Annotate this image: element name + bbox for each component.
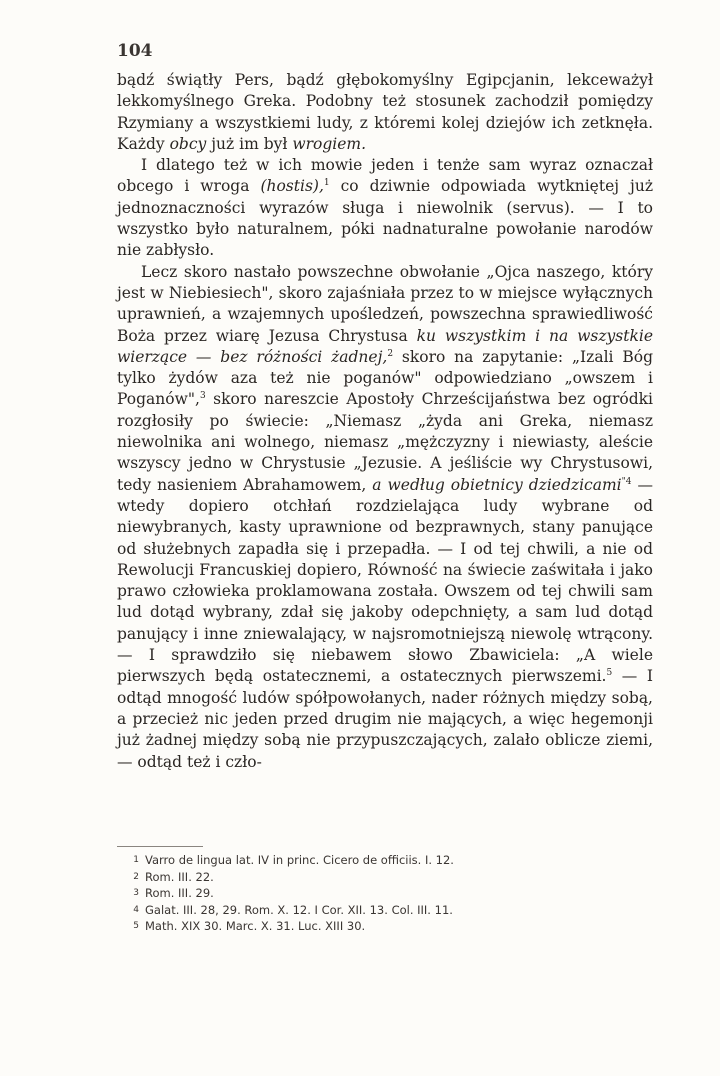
- footnote-ref: 5: [606, 668, 613, 679]
- footnote-number: 4: [133, 904, 139, 915]
- footnote-number: 5: [133, 921, 139, 931]
- text-run: bądź świątły Pers, bądź głębokomyślny Egipcjanin, lekceważył lekkomyślnego Greka. Podobny też stosunek zachodził pomiędzy Rzymiany a wszystkiemi ludy, z któremi kolej dziejów ich zetknęła. Każdy: [117, 71, 653, 153]
- footnote-text: Math. XIX 30. Marc. X. 31. Luc. XIII 30.: [145, 919, 366, 933]
- footnote-ref: 2: [387, 348, 394, 359]
- text-run: — I odtąd mnogość ludów spółpowołanych, nader różnych między sobą, a przecież nic jeden przed drugim nie mających, a więc hegemonji już żadnej między sobą nie przypuszczających, zalało oblicze ziemi, — odtąd też i czło-: [117, 667, 653, 771]
- italic-run: obcy: [169, 134, 207, 153]
- italic-run: wrogiem.: [292, 134, 367, 153]
- italic-run: ku wszystkim i na wszystkie wierzące — bez różności żadnej,: [117, 326, 654, 366]
- footnote-text: Galat. III. 28, 29. Rom. X. 12. I Cor. XII. 13. Col. III. 11.: [145, 902, 453, 917]
- body-text: [117, 70, 653, 773]
- paragraph: [117, 155, 653, 261]
- footnote: [117, 869, 597, 886]
- footnote: [117, 885, 597, 902]
- footnote-text: Varro de lingua lat. IV in princ. Cicero de officiis. I. 12.: [145, 853, 454, 867]
- text-run: I dlatego też w ich mowie jeden i tenże sam wyraz oznaczał obcego i wroga: [117, 156, 653, 196]
- page-number: 104: [117, 41, 153, 61]
- text-run: skoro nareszcie Apostoły Chrześcijaństwa bez ogródki rozgłosiły po świecie: „Niemasz „żyda ani Greka, niemasz niewolnika ani wolnego, niemasz „mężczyzny i niewiasty, aleście wszyscy jedno w Chrystusie „Jezusie. A jeśliście wy Chrystusowi, tedy nasieniem Abrahamowem,: [117, 390, 653, 494]
- footnote-ref: "4: [621, 476, 632, 487]
- footnote-number: 1: [133, 855, 139, 865]
- footnote-divider: [117, 846, 203, 847]
- footnotes: [117, 852, 597, 935]
- footnote-text: Rom. III. 29.: [145, 886, 214, 900]
- footnote-ref: 1: [323, 178, 330, 189]
- footnote-number: 2: [133, 871, 139, 882]
- footnote: [117, 902, 597, 919]
- text-run: już im był: [206, 134, 293, 153]
- text-run: — wtedy dopiero otchłań rozdzielająca ludy wybrane od niewybranych, kasty uprawnione od bezprawnych, stany panujące od służebnych zapadła się i przepadła. — I od tej chwili, a nie od Rewolucji Francuskiej dopiero, Równość na świecie zaświtała i jako prawo człowieka proklamowana została. Owszem od tej chwili sam lud dotąd wybrany, zdał się jakoby odepchnięty, a sam lud dotąd panujący i inne zniewalający, w najsromotniejszą niewolę wtrącony. — I sprawdziło się niebawem słowo Zbawiciela: „A wiele pierwszych będą ostatecznemi, a ostatecznych pierwszemi.: [117, 475, 653, 686]
- footnote-ref: 3: [199, 391, 206, 402]
- paragraph: [117, 262, 653, 773]
- footnote: [117, 918, 597, 935]
- text-run: skoro na zapytanie: „Izali Bóg tylko żydów aza też nie poganów" odpowiedziano „owszem i Poganów",: [117, 347, 653, 409]
- footnote-text: Rom. III. 22.: [145, 869, 214, 884]
- paragraph: [117, 70, 653, 155]
- text-run: Lecz skoro nastało powszechne obwołanie „Ojca naszego, który jest w Niebiesiech", skoro zajaśniała przez to w miejsce wyłącznych uprawnień, a wzajemnych upośledzeń, powszechna sprawiedliwość Boża przez wiarę Jezusa Chrystusa: [117, 262, 653, 345]
- italic-run: a według obietnicy dziedzicami: [372, 475, 622, 494]
- footnote: [117, 852, 597, 869]
- footnote-number: 3: [133, 888, 139, 898]
- text-run: co dziwnie odpowiada wytkniętej już jednoznaczności wyrazów sługa i niewolnik (servus). — I to wszystko było naturalnem, póki nadnaturalne powołanie narodów nie zabłysło.: [117, 177, 653, 260]
- italic-run: (hostis),: [260, 177, 324, 196]
